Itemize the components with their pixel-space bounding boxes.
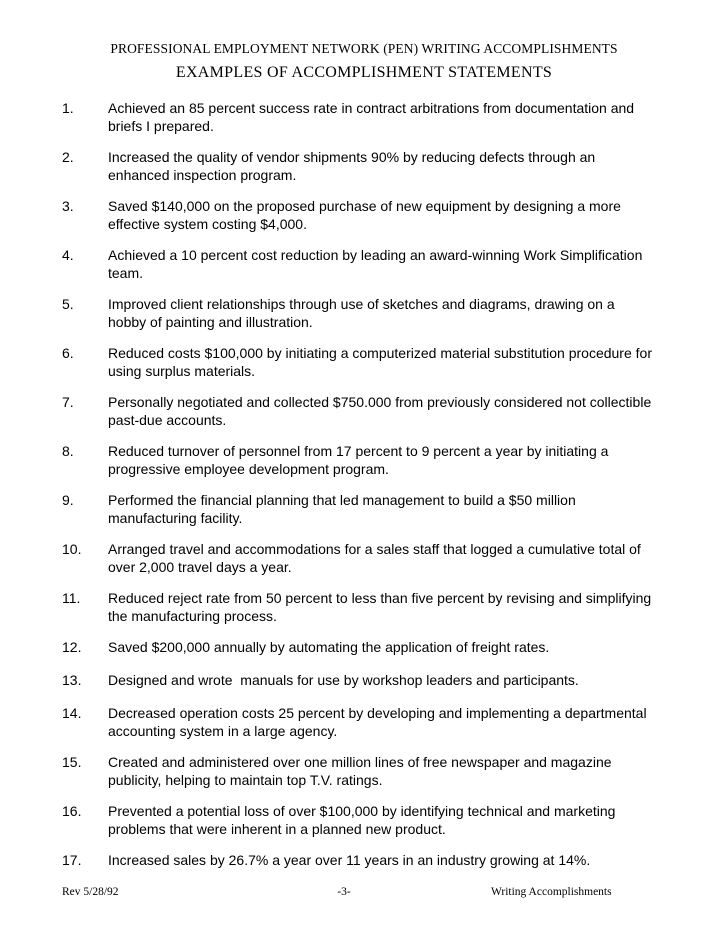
item-number: 1. — [62, 100, 74, 116]
item-text-line: Reduced turnover of personnel from 17 percent to 9 percent a year by initiating a — [108, 443, 609, 459]
item-number: 3. — [62, 198, 74, 214]
item-number: 14. — [62, 705, 82, 721]
item-text-line: Designed and wrote manuals for use by workshop leaders and participants. — [108, 672, 579, 688]
item-text-line: Decreased operation costs 25 percent by developing and implementing a departmental — [108, 705, 647, 721]
item-text-line: Reduced costs $100,000 by initiating a computerized material substitution procedure for — [108, 345, 652, 361]
item-text — [108, 198, 678, 233]
item-number: 2. — [62, 149, 74, 165]
item-text-line: progressive employee development program. — [108, 460, 389, 477]
item-number: 16. — [62, 803, 82, 819]
item-number: 15. — [62, 754, 82, 770]
item-text — [108, 296, 678, 331]
item-text — [108, 590, 678, 625]
item-text — [108, 705, 678, 740]
item-text-line: Increased the quality of vendor shipments 90% by reducing defects through an — [108, 149, 596, 165]
item-text — [108, 394, 678, 429]
item-text-line: publicity, helping to maintain top T.V. ratings. — [108, 771, 383, 788]
item-text — [108, 345, 678, 380]
item-text-line: problems that were inherent in a planned new product. — [108, 820, 446, 837]
item-text-line: Achieved a 10 percent cost reduction by leading an award-winning Work Simplification — [108, 247, 643, 263]
item-text — [108, 492, 678, 527]
item-number: 12. — [62, 639, 82, 655]
item-text-line: team. — [108, 264, 144, 281]
item-text-line: Saved $200,000 annually by automating the application of freight rates. — [108, 639, 550, 655]
footer-revision: Rev 5/28/92 — [62, 886, 119, 898]
item-text — [108, 754, 678, 789]
item-text-line: Achieved an 85 percent success rate in contract arbitrations from documentation and — [108, 100, 635, 116]
item-text-line: the manufacturing process. — [108, 607, 277, 624]
item-text-line: manufacturing facility. — [108, 509, 243, 526]
item-text-line: past-due accounts. — [108, 411, 227, 428]
page-title: EXAMPLES OF ACCOMPLISHMENT STATEMENTS — [175, 64, 553, 81]
item-text-line: Reduced reject rate from 50 percent to less than five percent by revising and simplifying — [108, 590, 652, 606]
item-text — [108, 639, 678, 657]
item-text — [108, 100, 678, 135]
item-number: 11. — [62, 590, 81, 606]
item-text — [108, 852, 678, 870]
item-text-line: effective system costing $4,000. — [108, 215, 307, 232]
item-text-line: over 2,000 travel days a year. — [108, 558, 292, 575]
item-text-line: using surplus materials. — [108, 362, 256, 379]
item-text-line: Improved client relationships through use of sketches and diagrams, drawing on a — [108, 296, 615, 312]
item-text-line: briefs I prepared. — [108, 117, 214, 134]
item-text — [108, 149, 678, 184]
item-text — [108, 247, 678, 282]
footer-page-number: -3- — [337, 886, 351, 898]
item-number: 6. — [62, 345, 74, 361]
item-text-line: Performed the financial planning that led management to build a $50 million — [108, 492, 576, 508]
item-text-line: Personally negotiated and collected $750.000 from previously considered not collectible — [108, 394, 652, 410]
item-number: 7. — [62, 394, 74, 410]
item-number: 5. — [62, 296, 74, 312]
item-text — [108, 443, 678, 478]
footer-document-title: Writing Accomplishments — [491, 886, 612, 898]
item-number: 13. — [62, 672, 82, 688]
item-text-line: Increased sales by 26.7% a year over 11 years in an industry growing at 14%. — [108, 852, 591, 868]
item-text-line: Created and administered over one million lines of free newspaper and magazine — [108, 754, 612, 770]
item-text — [108, 541, 678, 576]
item-text-line: Arranged travel and accommodations for a sales staff that logged a cumulative total of — [108, 541, 641, 557]
item-text — [108, 803, 678, 838]
item-number: 10. — [62, 541, 82, 557]
item-text-line: Saved $140,000 on the proposed purchase of new equipment by designing a more — [108, 198, 621, 214]
item-number: 17. — [62, 852, 82, 868]
item-text-line: Prevented a potential loss of over $100,000 by identifying technical and marketing — [108, 803, 616, 819]
item-text — [108, 672, 678, 690]
item-text-line: accounting system in a large agency. — [108, 722, 338, 739]
item-number: 8. — [62, 443, 74, 459]
item-number: 4. — [62, 247, 74, 263]
item-text-line: hobby of painting and illustration. — [108, 313, 313, 330]
item-number: 9. — [62, 492, 74, 508]
document-header: PROFESSIONAL EMPLOYMENT NETWORK (PEN) WRITING ACCOMPLISHMENTS — [110, 41, 618, 56]
item-text-line: enhanced inspection program. — [108, 166, 297, 183]
